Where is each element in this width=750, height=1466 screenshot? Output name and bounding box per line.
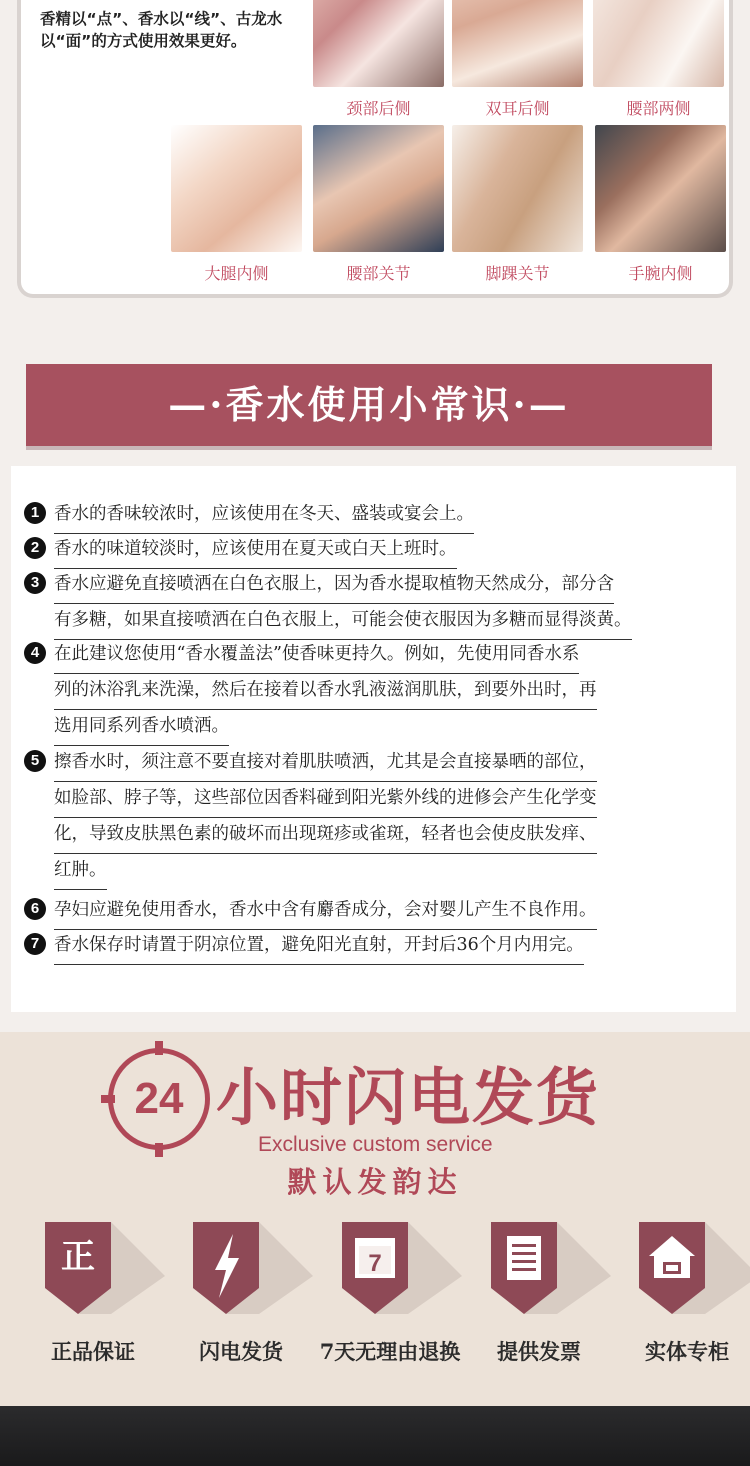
tips-title: —·香水使用小常识·— (168, 382, 570, 427)
tip-number-icon: 6 (24, 898, 46, 920)
tip-line: 如脸部、脖子等，这些部位因香料碰到阳光紫外线的进修会产生化学变 (54, 784, 597, 818)
spot-label: 双耳后侧 (485, 99, 550, 118)
spot-photo (593, 0, 724, 87)
tip-line: 香水应避免直接喷洒在白色衣服上，因为香水提取植物天然成分，部分含 (54, 570, 614, 604)
hours-number: 24 (134, 1074, 184, 1123)
spot-photo (595, 125, 726, 252)
badge-label: 提供发票 (497, 1339, 581, 1364)
tip-number-icon: 7 (24, 933, 46, 955)
tip-number-icon: 2 (24, 537, 46, 559)
spot-inner-wrist (595, 125, 726, 283)
tip-line: 红肿。 (54, 856, 107, 890)
tip-line: 香水保存时请置于阴凉位置，避免阳光直射，开封后36个月内用完。 (54, 931, 584, 965)
application-spots-section (0, 0, 750, 322)
tip-line: 化，导致皮肤黑色素的破坏而出现斑疹或雀斑，轻者也会使皮肤发痒、 (54, 820, 597, 854)
tips-banner (26, 364, 712, 446)
spot-label: 腰部关节 (346, 264, 411, 283)
shipping-title: 小时闪电发货 (216, 1061, 601, 1134)
tip-line: 列的沐浴乳来洗澡，然后在接着以香水乳液滋润肌肤，到要外出时，再 (54, 676, 597, 710)
tip-line: 在此建议您使用“香水覆盖法”使香味更持久。例如，先使用同香水系 (54, 640, 579, 674)
spot-photo (313, 0, 444, 87)
tip-number-icon: 4 (24, 642, 46, 664)
spot-photo (452, 125, 583, 252)
badge-label: 7天无理由退换 (319, 1339, 461, 1364)
spot-behind-ears (452, 0, 583, 118)
clock-tick-left (101, 1095, 115, 1103)
spot-photo (452, 0, 583, 87)
svg-text:正: 正 (61, 1237, 95, 1277)
clock-tick-bottom (155, 1143, 163, 1157)
store-icon (639, 1222, 705, 1314)
shipping-subtitle: Exclusive custom service (258, 1133, 493, 1156)
clock-icon (108, 1048, 210, 1150)
spot-label: 颈部后侧 (346, 99, 411, 118)
spot-photo (171, 125, 302, 252)
spot-ankle-joint (452, 125, 583, 283)
tip-line: 选用同系列香水喷洒。 (54, 712, 229, 746)
spot-inner-thigh (171, 125, 302, 283)
spot-label: 脚踝关节 (485, 264, 550, 283)
invoice-icon (491, 1222, 557, 1314)
tip-line: 擦香水时，须注意不要直接对着肌肤喷洒，尤其是会直接暴晒的部位， (54, 748, 597, 782)
badge-label: 实体专柜 (645, 1339, 729, 1364)
spot-label: 大腿内侧 (204, 264, 269, 283)
default-courier: 默认发韵达 (287, 1165, 463, 1199)
tip-line: 有多糖，如果直接喷洒在白色衣服上，可能会使衣服因为多糖而显得淡黄。 (54, 606, 632, 640)
tip-line: 香水的味道较淡时，应该使用在夏天或白天上班时。 (54, 535, 457, 569)
tip-line: 孕妇应避免使用香水，香水中含有麝香成分，会对婴儿产生不良作用。 (54, 896, 597, 930)
svg-text:7: 7 (368, 1250, 382, 1277)
genuine-icon (45, 1222, 111, 1314)
spot-label: 手腕内侧 (628, 264, 693, 283)
lightning-icon (193, 1222, 259, 1314)
tip-number-icon: 1 (24, 502, 46, 524)
application-intro-text: 香精以“点”、香水以“线”、古龙水以“面”的方式使用效果更好。 (40, 10, 283, 50)
tip-number-icon: 5 (24, 750, 46, 772)
spot-label: 腰部两侧 (626, 99, 691, 118)
tip-line: 香水的香味较浓时，应该使用在冬天、盛装或宴会上。 (54, 500, 474, 534)
badge-label: 正品保证 (51, 1339, 135, 1364)
tip-number-icon: 3 (24, 572, 46, 594)
clock-tick-top (155, 1041, 163, 1055)
badge-label: 闪电发货 (199, 1339, 283, 1364)
dark-photo-strip (0, 1406, 750, 1466)
spot-neck-back (313, 0, 444, 118)
spot-waist-joint (313, 125, 444, 283)
spot-waist-sides (593, 0, 724, 118)
calendar-icon (342, 1222, 408, 1314)
spot-photo (313, 125, 444, 252)
